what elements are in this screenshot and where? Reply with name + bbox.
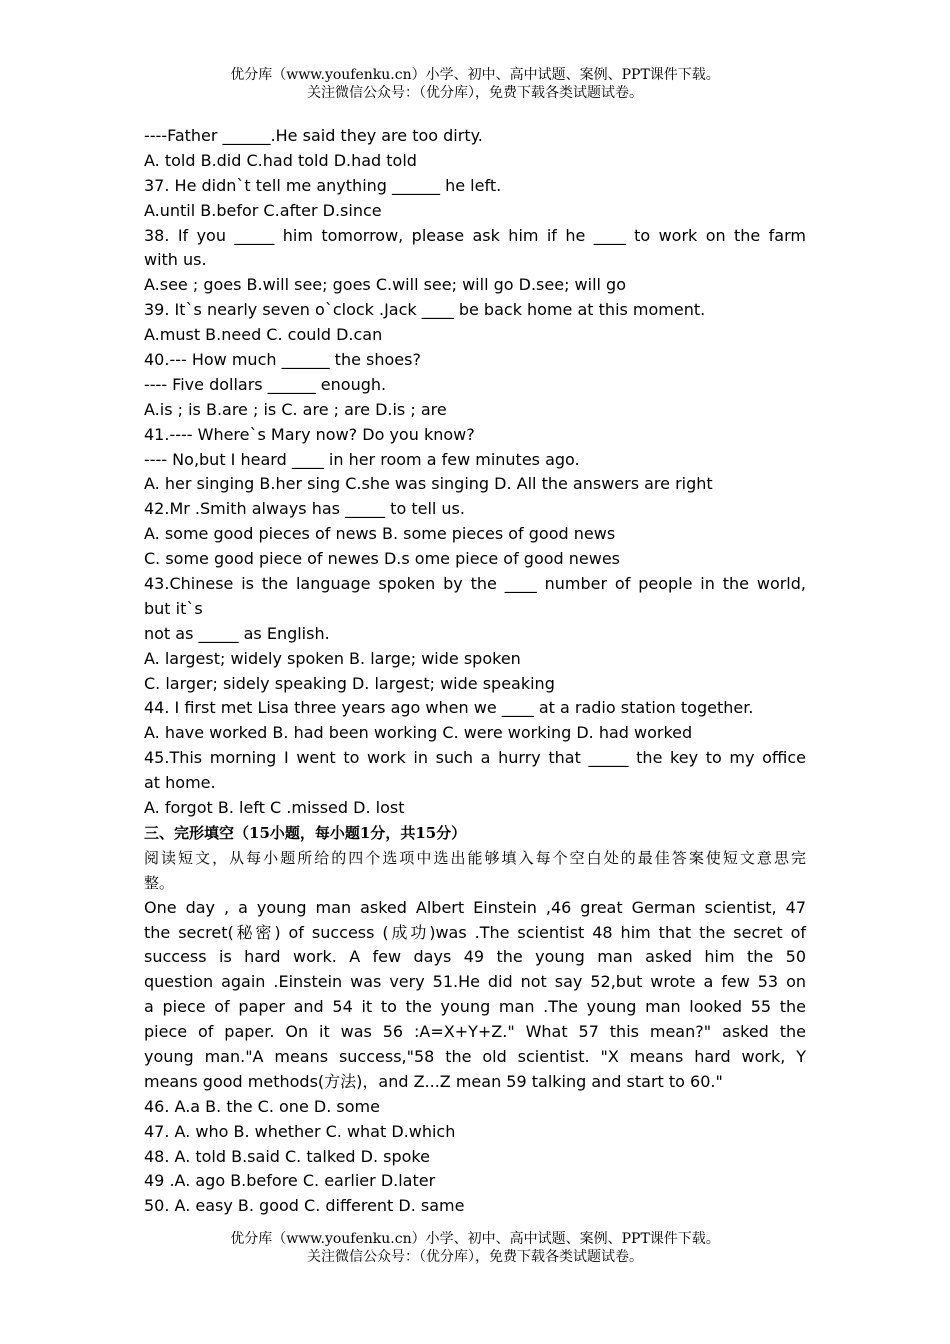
text-line: ---- Five dollars ______ enough. <box>144 374 387 394</box>
text-line: A. have worked B. had been working C. were working D. had worked <box>144 723 693 743</box>
section-heading: 三、完形填空（15小题，每小题1分，共15分） <box>144 823 467 842</box>
text-line: a piece of paper and 54 it to the young man .The young man looked 55 the <box>144 997 806 1017</box>
text-line: young man."A means success,"58 the old scientist. "X means hard work, Y <box>144 1046 806 1066</box>
text-line: C. some good piece of newes D.s ome piece of good newes <box>144 549 621 569</box>
text-line: A. forgot B. left C .missed D. lost <box>144 798 405 818</box>
text-line: A.see ; goes B.will see; goes C.will see; will go D.see; will go <box>144 275 626 295</box>
text-line: 42.Mr .Smith always has _____ to tell us. <box>144 499 465 519</box>
document-body <box>144 124 806 1219</box>
text-line: A. her singing B.her sing C.she was singing D. All the answers are right <box>144 474 713 494</box>
text-line: C. larger; sidely speaking D. largest; wide speaking <box>144 673 555 693</box>
text-line: 46. A.a B. the C. one D. some <box>144 1096 380 1116</box>
text-line: success is hard work. A few days 49 the young man asked him the 50 <box>144 947 806 967</box>
text-line: 43.Chinese is the language spoken by the ____ number of people in the world, <box>144 574 806 594</box>
text-line: 37. He didn`t tell me anything ______ he left. <box>144 175 502 195</box>
text-line: A. some good pieces of news B. some pieces of good news <box>144 524 616 544</box>
text-line: but it`s <box>144 598 203 618</box>
page-header <box>0 66 950 102</box>
text-line: A. largest; widely spoken B. large; wide spoken <box>144 648 521 668</box>
text-line: the secret(秘密) of success (成功)was .The scientist 48 him that the secret of <box>144 922 806 942</box>
text-line: A.must B.need C. could D.can <box>144 325 383 345</box>
text-line: 39. It`s nearly seven o`clock .Jack ____ be back home at this moment. <box>144 300 706 320</box>
text-line: 49 .A. ago B.before C. earlier D.later <box>144 1171 436 1191</box>
text-line: piece of paper. On it was 56 :A=X+Y+Z." What 57 this mean?" asked the <box>144 1022 806 1042</box>
text-line: with us. <box>144 250 207 270</box>
text-line: not as _____ as English. <box>144 623 330 643</box>
text-line: 38. If you _____ him tomorrow, please ask him if he ____ to work on the farm <box>144 225 806 245</box>
text-line: A.until B.befor C.after D.since <box>144 200 382 220</box>
text-line: 整。 <box>144 873 175 892</box>
header-line-2: 关注微信公众号：（优分库），免费下载各类试题试卷。 <box>307 85 643 101</box>
text-line: 阅读短文，从每小题所给的四个选项中选出能够填入每个空白处的最佳答案使短文意思完 <box>144 848 806 867</box>
footer-line-2: 关注微信公众号：（优分库），免费下载各类试题试卷。 <box>307 1249 643 1265</box>
text-line: 48. A. told B.said C. talked D. spoke <box>144 1146 430 1166</box>
text-line: 40.--- How much ______ the shoes? <box>144 350 421 370</box>
header-line-1: 优分库（www.youfenku.cn）小学、初中、高中试题、案例、PPT课件下载。 <box>230 67 720 83</box>
text-line: 44. I first met Lisa three years ago when we ____ at a radio station together. <box>144 698 754 718</box>
text-line: at home. <box>144 773 216 793</box>
text-line: question again .Einstein was very 51.He did not say 52,but wrote a few 53 on <box>144 972 806 992</box>
text-line: 50. A. easy B. good C. different D. same <box>144 1196 465 1216</box>
text-line: 41.---- Where`s Mary now? Do you know? <box>144 424 475 444</box>
text-line: A.is ; is B.are ; is C. are ; are D.is ; are <box>144 399 447 419</box>
text-line: One day , a young man asked Albert Einstein ,46 great German scientist, 47 <box>144 897 806 917</box>
text-line: ----Father ______.He said they are too dirty. <box>144 126 483 145</box>
text-line: 45.This morning I went to work in such a hurry that _____ the key to my office <box>144 748 806 768</box>
page-footer <box>0 1230 950 1266</box>
text-line: ---- No,but I heard ____ in her room a few minutes ago. <box>144 449 580 469</box>
text-line: A. told B.did C.had told D.had told <box>144 150 417 170</box>
text-line: means good methods(方法)，and Z...Z mean 59 talking and start to 60." <box>144 1071 723 1091</box>
text-line: 47. A. who B. whether C. what D.which <box>144 1121 456 1141</box>
footer-line-1: 优分库（www.youfenku.cn）小学、初中、高中试题、案例、PPT课件下载。 <box>230 1231 720 1247</box>
